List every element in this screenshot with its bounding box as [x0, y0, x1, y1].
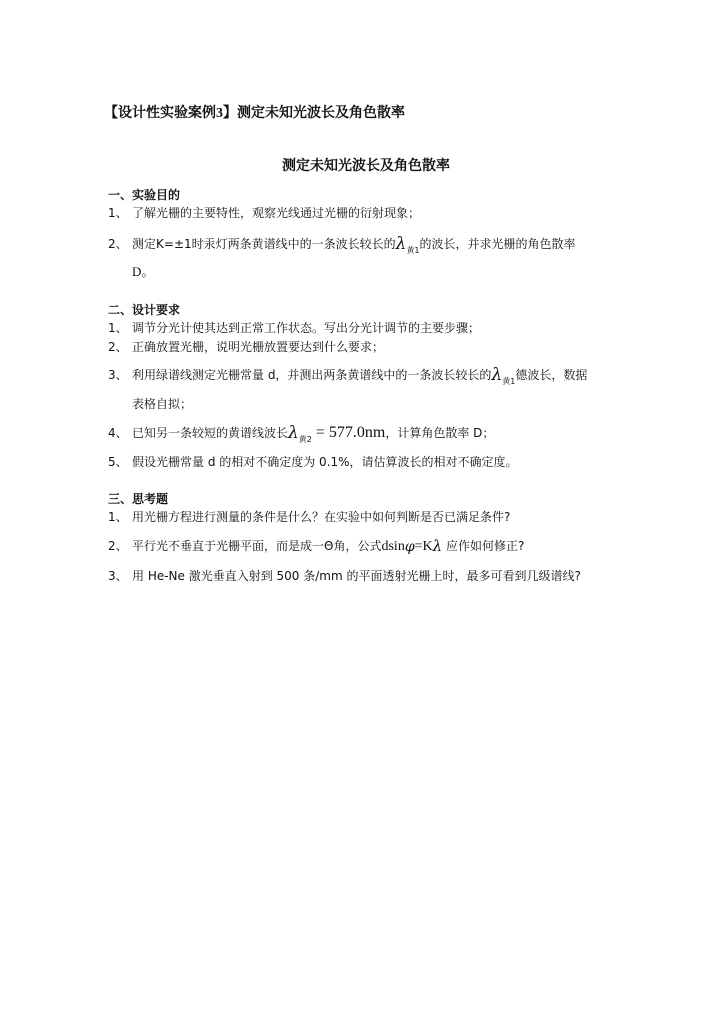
item-text: 利用绿谱线测定光栅常量 d，并测出两条黄谱线中的一条波长较长的: [132, 368, 492, 382]
item-number: 3、: [108, 368, 128, 382]
list-item: [108, 538, 524, 555]
section-heading: 一、实验目的: [108, 188, 181, 202]
list-item: [108, 339, 384, 355]
item-text: 平行光不垂直于光栅平面，而是成一: [132, 539, 325, 553]
header-prefix: 设计性实验案例: [118, 105, 216, 121]
lambda-subscript: 黄2: [298, 435, 312, 444]
theta-symbol: Θ: [324, 539, 334, 553]
item-text: 了解光栅的主要特性，观察光线通过光栅的衍射现象；: [132, 206, 421, 220]
formula-dsin: dsin: [381, 539, 405, 554]
header-right-bracket: 】: [223, 105, 237, 121]
page-title: 测定未知光波长及角色散率: [282, 158, 450, 174]
section-heading: 二、设计要求: [108, 303, 181, 317]
lambda-subscript: 黄1: [406, 246, 420, 255]
plus-minus-one: ±1: [173, 237, 192, 251]
list-item: [108, 425, 494, 448]
item-text: ，计算角色散率 D；: [385, 426, 495, 440]
item-text: 用光栅方程进行测量的条件是什么？在实验中如何判断是否已满足条件?: [132, 510, 511, 524]
item-number: 5、: [108, 455, 128, 469]
item-text: 用 He-Ne 激光垂直入射到 500 条/mm 的平面透射光栅上时，最多可看到几级谱线?: [132, 569, 581, 583]
list-item: [108, 367, 587, 390]
item-text: 已知另一条较短的黄谱线波长: [132, 426, 289, 440]
item-number: 4、: [108, 426, 128, 440]
list-item: [108, 205, 420, 221]
item-number: 2、: [108, 539, 128, 553]
list-item: [108, 320, 480, 336]
item-continuation: 表格自拟；: [132, 397, 193, 411]
item-text: 的波长，并求光栅的角色散率: [419, 237, 576, 251]
wavelength-equation: = 577.0nm: [311, 424, 386, 441]
item-text: 假设光栅常量 d 的相对不确定度为 0.1%，请估算波长的相对不确定度。: [132, 455, 518, 469]
item-text: 角，公式: [333, 539, 382, 553]
item-text: 测定K=: [132, 237, 174, 251]
item-text: 调节分光计使其达到正常工作状态。写出分光计调节的主要步骤；: [132, 321, 481, 335]
formula-equals-k: =K: [414, 539, 433, 554]
lambda-symbol: λ: [288, 423, 299, 443]
list-item: [108, 236, 576, 259]
list-item: [108, 568, 581, 584]
item-text: 德波长，数据: [515, 368, 588, 382]
item-number: 1、: [108, 510, 128, 524]
phi-symbol: φ: [404, 539, 415, 555]
item-text: 正确放置光栅，说明光栅放置要达到什么要求；: [132, 340, 385, 354]
item-text: 应作如何修正?: [442, 539, 525, 553]
item-number: 3、: [108, 569, 128, 583]
lambda-symbol: λ: [491, 365, 503, 385]
item-number: 2、: [108, 237, 128, 251]
item-number: 1、: [108, 206, 128, 220]
case-header: [104, 104, 405, 123]
header-case-number: 3: [216, 106, 223, 121]
header-left-bracket: 【: [104, 105, 118, 121]
lambda-symbol: λ: [432, 537, 443, 555]
item-number: 1、: [108, 321, 128, 335]
item-number: 2、: [108, 340, 128, 354]
header-title: 测定未知光波长及角色散率: [237, 105, 405, 121]
lambda-symbol: λ: [395, 234, 407, 254]
item-text: 时汞灯两条黄谱线中的一条波长较长的: [191, 237, 396, 251]
lambda-subscript: 黄1: [502, 377, 516, 386]
list-item: [108, 509, 510, 525]
list-item: [108, 454, 518, 470]
item-continuation: D。: [132, 264, 155, 279]
section-heading: 三、思考题: [108, 492, 169, 506]
